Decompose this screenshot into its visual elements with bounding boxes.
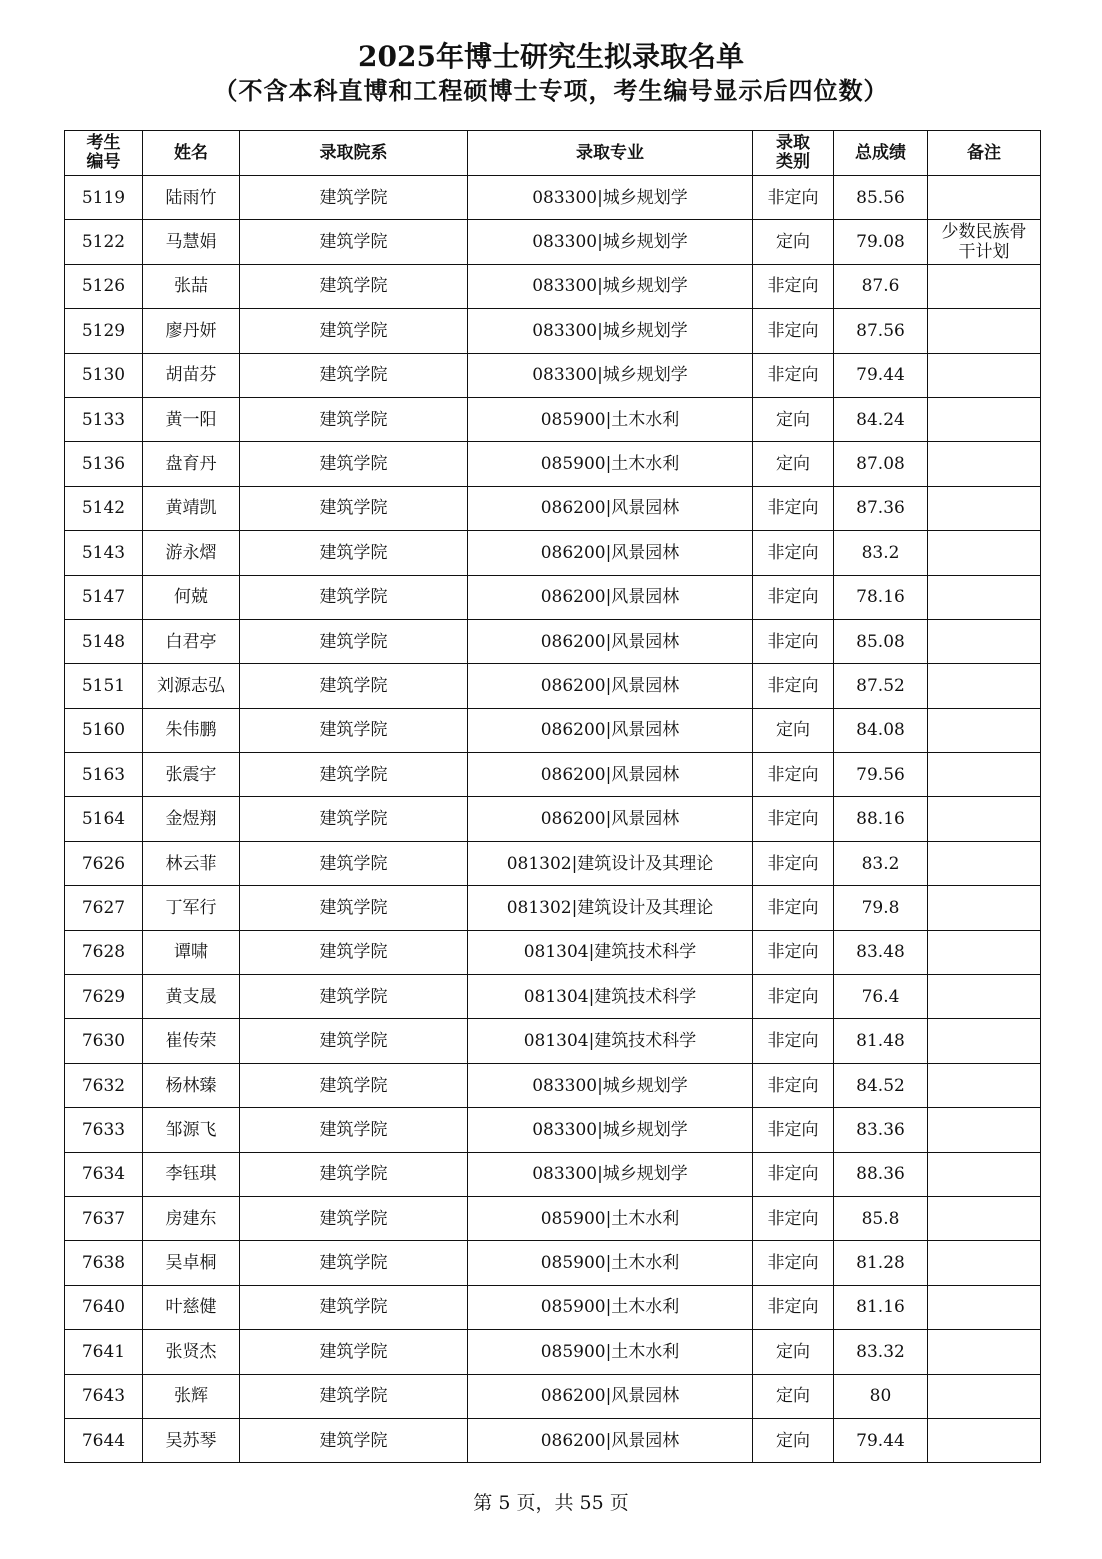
major-cell: 086200|风景园林 <box>468 753 753 797</box>
candidate-id-cell: 7627 <box>65 886 143 930</box>
major-cell: 085900|土木水利 <box>468 1330 753 1374</box>
remarks-cell <box>928 1196 1041 1240</box>
category-cell: 非定向 <box>753 1196 834 1240</box>
candidate-id-cell: 5160 <box>65 708 143 752</box>
header-category: 录取类别 <box>753 131 834 176</box>
candidate-id-cell: 7626 <box>65 841 143 885</box>
table-row <box>65 353 1041 397</box>
table-row <box>65 930 1041 974</box>
department-cell: 建筑学院 <box>240 1285 468 1329</box>
remarks-cell: 少数民族骨干计划 <box>928 220 1041 264</box>
candidate-id-cell: 5130 <box>65 353 143 397</box>
major-cell: 083300|城乡规划学 <box>468 353 753 397</box>
table-row <box>65 309 1041 353</box>
name-cell: 黄靖凯 <box>143 486 240 530</box>
admission-table <box>64 130 1041 1463</box>
table-row <box>65 1285 1041 1329</box>
department-cell: 建筑学院 <box>240 664 468 708</box>
department-cell: 建筑学院 <box>240 841 468 885</box>
total-score-cell: 79.44 <box>834 353 928 397</box>
name-cell: 白君亭 <box>143 619 240 663</box>
major-cell: 085900|土木水利 <box>468 442 753 486</box>
table-row <box>65 1019 1041 1063</box>
total-score-cell: 87.6 <box>834 264 928 308</box>
total-score-cell: 83.36 <box>834 1108 928 1152</box>
total-score-cell: 84.52 <box>834 1063 928 1107</box>
category-cell: 非定向 <box>753 575 834 619</box>
candidate-id-cell: 5122 <box>65 220 143 264</box>
category-cell: 非定向 <box>753 797 834 841</box>
major-cell: 081302|建筑设计及其理论 <box>468 886 753 930</box>
candidate-id-cell: 7640 <box>65 1285 143 1329</box>
category-cell: 定向 <box>753 1374 834 1418</box>
category-cell: 非定向 <box>753 1241 834 1285</box>
candidate-id-cell: 5143 <box>65 531 143 575</box>
candidate-id-cell: 7634 <box>65 1152 143 1196</box>
category-cell: 定向 <box>753 397 834 441</box>
remarks-cell <box>928 575 1041 619</box>
category-cell: 定向 <box>753 220 834 264</box>
table-row <box>65 575 1041 619</box>
header-candidate-id: 考生编号 <box>65 131 143 176</box>
table-row <box>65 619 1041 663</box>
total-score-cell: 81.48 <box>834 1019 928 1063</box>
table-row <box>65 1152 1041 1196</box>
candidate-id-cell: 5126 <box>65 264 143 308</box>
header-major: 录取专业 <box>468 131 753 176</box>
major-cell: 085900|土木水利 <box>468 397 753 441</box>
category-cell: 非定向 <box>753 1019 834 1063</box>
total-score-cell: 79.08 <box>834 220 928 264</box>
table-body <box>65 176 1041 1463</box>
category-cell: 非定向 <box>753 1063 834 1107</box>
name-cell: 黄一阳 <box>143 397 240 441</box>
major-cell: 083300|城乡规划学 <box>468 1108 753 1152</box>
total-score-cell: 87.56 <box>834 309 928 353</box>
remarks-cell <box>928 753 1041 797</box>
remarks-cell <box>928 1285 1041 1329</box>
department-cell: 建筑学院 <box>240 975 468 1019</box>
remarks-cell <box>928 264 1041 308</box>
table-row <box>65 886 1041 930</box>
department-cell: 建筑学院 <box>240 486 468 530</box>
department-cell: 建筑学院 <box>240 575 468 619</box>
name-cell: 谭啸 <box>143 930 240 974</box>
major-cell: 086200|风景园林 <box>468 486 753 530</box>
department-cell: 建筑学院 <box>240 753 468 797</box>
department-cell: 建筑学院 <box>240 1330 468 1374</box>
category-cell: 非定向 <box>753 930 834 974</box>
department-cell: 建筑学院 <box>240 264 468 308</box>
table-row <box>65 975 1041 1019</box>
candidate-id-cell: 7632 <box>65 1063 143 1107</box>
total-score-cell: 79.8 <box>834 886 928 930</box>
remarks-cell <box>928 531 1041 575</box>
total-score-cell: 83.32 <box>834 1330 928 1374</box>
total-score-cell: 88.36 <box>834 1152 928 1196</box>
name-cell: 盘育丹 <box>143 442 240 486</box>
major-cell: 086200|风景园林 <box>468 664 753 708</box>
table-row <box>65 1108 1041 1152</box>
remarks-cell <box>928 930 1041 974</box>
name-cell: 张辉 <box>143 1374 240 1418</box>
total-score-cell: 83.48 <box>834 930 928 974</box>
major-cell: 081302|建筑设计及其理论 <box>468 841 753 885</box>
major-cell: 086200|风景园林 <box>468 797 753 841</box>
candidate-id-cell: 5147 <box>65 575 143 619</box>
category-cell: 非定向 <box>753 176 834 220</box>
candidate-id-cell: 5119 <box>65 176 143 220</box>
department-cell: 建筑学院 <box>240 1152 468 1196</box>
major-cell: 086200|风景园林 <box>468 708 753 752</box>
major-cell: 085900|土木水利 <box>468 1241 753 1285</box>
table-row <box>65 1374 1041 1418</box>
category-cell: 非定向 <box>753 619 834 663</box>
remarks-cell <box>928 176 1041 220</box>
total-score-cell: 79.56 <box>834 753 928 797</box>
table-row <box>65 1418 1041 1462</box>
department-cell: 建筑学院 <box>240 397 468 441</box>
department-cell: 建筑学院 <box>240 619 468 663</box>
candidate-id-cell: 7629 <box>65 975 143 1019</box>
department-cell: 建筑学院 <box>240 1063 468 1107</box>
category-cell: 定向 <box>753 442 834 486</box>
candidate-id-cell: 7637 <box>65 1196 143 1240</box>
total-score-cell: 84.08 <box>834 708 928 752</box>
remarks-cell <box>928 1019 1041 1063</box>
total-score-cell: 87.08 <box>834 442 928 486</box>
category-cell: 定向 <box>753 1418 834 1462</box>
remarks-cell <box>928 442 1041 486</box>
candidate-id-cell: 7628 <box>65 930 143 974</box>
candidate-id-cell: 5136 <box>65 442 143 486</box>
department-cell: 建筑学院 <box>240 930 468 974</box>
total-score-cell: 85.8 <box>834 1196 928 1240</box>
total-score-cell: 87.36 <box>834 486 928 530</box>
table-row <box>65 664 1041 708</box>
major-cell: 086200|风景园林 <box>468 619 753 663</box>
department-cell: 建筑学院 <box>240 442 468 486</box>
total-score-cell: 80 <box>834 1374 928 1418</box>
page-footer: 第 5 页，共 55 页 <box>473 1492 629 1514</box>
table-row <box>65 176 1041 220</box>
name-cell: 丁军行 <box>143 886 240 930</box>
name-cell: 吴卓桐 <box>143 1241 240 1285</box>
remarks-cell <box>928 1374 1041 1418</box>
header-remarks: 备注 <box>928 131 1041 176</box>
table-row <box>65 1196 1041 1240</box>
category-cell: 非定向 <box>753 886 834 930</box>
total-score-cell: 87.52 <box>834 664 928 708</box>
category-cell: 非定向 <box>753 353 834 397</box>
table-row <box>65 397 1041 441</box>
table-header-row <box>65 131 1041 176</box>
header-name: 姓名 <box>143 131 240 176</box>
total-score-cell: 79.44 <box>834 1418 928 1462</box>
department-cell: 建筑学院 <box>240 1241 468 1285</box>
name-cell: 游永熠 <box>143 531 240 575</box>
total-score-cell: 83.2 <box>834 841 928 885</box>
remarks-cell <box>928 797 1041 841</box>
total-score-cell: 83.2 <box>834 531 928 575</box>
remarks-cell <box>928 1152 1041 1196</box>
department-cell: 建筑学院 <box>240 886 468 930</box>
department-cell: 建筑学院 <box>240 1019 468 1063</box>
department-cell: 建筑学院 <box>240 309 468 353</box>
table-row <box>65 1330 1041 1374</box>
remarks-cell <box>928 1108 1041 1152</box>
total-score-cell: 84.24 <box>834 397 928 441</box>
department-cell: 建筑学院 <box>240 1196 468 1240</box>
major-cell: 085900|土木水利 <box>468 1196 753 1240</box>
page-title: 2025年博士研究生拟录取名单 <box>358 40 744 73</box>
total-score-cell: 88.16 <box>834 797 928 841</box>
name-cell: 李钰琪 <box>143 1152 240 1196</box>
name-cell: 杨林臻 <box>143 1063 240 1107</box>
total-score-cell: 76.4 <box>834 975 928 1019</box>
category-cell: 非定向 <box>753 531 834 575</box>
category-cell: 非定向 <box>753 975 834 1019</box>
name-cell: 刘源志弘 <box>143 664 240 708</box>
name-cell: 林云菲 <box>143 841 240 885</box>
major-cell: 083300|城乡规划学 <box>468 176 753 220</box>
department-cell: 建筑学院 <box>240 1108 468 1152</box>
table-row <box>65 486 1041 530</box>
remarks-cell <box>928 486 1041 530</box>
name-cell: 胡苗芬 <box>143 353 240 397</box>
category-cell: 非定向 <box>753 1152 834 1196</box>
name-cell: 邹源飞 <box>143 1108 240 1152</box>
category-cell: 定向 <box>753 708 834 752</box>
remarks-cell <box>928 353 1041 397</box>
category-cell: 非定向 <box>753 841 834 885</box>
name-cell: 陆雨竹 <box>143 176 240 220</box>
department-cell: 建筑学院 <box>240 1374 468 1418</box>
header-total-score: 总成绩 <box>834 131 928 176</box>
remarks-cell <box>928 664 1041 708</box>
major-cell: 086200|风景园林 <box>468 1374 753 1418</box>
name-cell: 朱伟鹏 <box>143 708 240 752</box>
category-cell: 非定向 <box>753 309 834 353</box>
name-cell: 张贤杰 <box>143 1330 240 1374</box>
table-row <box>65 708 1041 752</box>
category-cell: 非定向 <box>753 486 834 530</box>
name-cell: 马慧娟 <box>143 220 240 264</box>
major-cell: 083300|城乡规划学 <box>468 1152 753 1196</box>
major-cell: 083300|城乡规划学 <box>468 220 753 264</box>
department-cell: 建筑学院 <box>240 176 468 220</box>
name-cell: 房建东 <box>143 1196 240 1240</box>
candidate-id-cell: 5148 <box>65 619 143 663</box>
category-cell: 非定向 <box>753 753 834 797</box>
total-score-cell: 85.08 <box>834 619 928 663</box>
candidate-id-cell: 5163 <box>65 753 143 797</box>
category-cell: 非定向 <box>753 1285 834 1329</box>
page-subtitle: （不含本科直博和工程硕博士专项，考生编号显示后四位数） <box>213 76 889 105</box>
name-cell: 廖丹妍 <box>143 309 240 353</box>
table-row <box>65 1063 1041 1107</box>
name-cell: 崔传荣 <box>143 1019 240 1063</box>
table-row <box>65 442 1041 486</box>
table-row <box>65 1241 1041 1285</box>
major-cell: 083300|城乡规划学 <box>468 264 753 308</box>
candidate-id-cell: 5151 <box>65 664 143 708</box>
name-cell: 金煜翔 <box>143 797 240 841</box>
major-cell: 081304|建筑技术科学 <box>468 930 753 974</box>
category-cell: 非定向 <box>753 1108 834 1152</box>
header-department: 录取院系 <box>240 131 468 176</box>
table-row <box>65 531 1041 575</box>
name-cell: 黄支晟 <box>143 975 240 1019</box>
name-cell: 何兢 <box>143 575 240 619</box>
candidate-id-cell: 7641 <box>65 1330 143 1374</box>
major-cell: 081304|建筑技术科学 <box>468 975 753 1019</box>
name-cell: 张震宇 <box>143 753 240 797</box>
major-cell: 083300|城乡规划学 <box>468 1063 753 1107</box>
candidate-id-cell: 7633 <box>65 1108 143 1152</box>
table-row <box>65 797 1041 841</box>
category-cell: 非定向 <box>753 664 834 708</box>
major-cell: 086200|风景园林 <box>468 531 753 575</box>
department-cell: 建筑学院 <box>240 708 468 752</box>
category-cell: 非定向 <box>753 264 834 308</box>
total-score-cell: 78.16 <box>834 575 928 619</box>
table-row <box>65 841 1041 885</box>
candidate-id-cell: 5133 <box>65 397 143 441</box>
remarks-cell <box>928 397 1041 441</box>
candidate-id-cell: 5164 <box>65 797 143 841</box>
total-score-cell: 85.56 <box>834 176 928 220</box>
candidate-id-cell: 7638 <box>65 1241 143 1285</box>
department-cell: 建筑学院 <box>240 531 468 575</box>
name-cell: 张喆 <box>143 264 240 308</box>
remarks-cell <box>928 619 1041 663</box>
remarks-cell <box>928 1418 1041 1462</box>
remarks-cell <box>928 886 1041 930</box>
name-cell: 吴苏琴 <box>143 1418 240 1462</box>
table-row <box>65 753 1041 797</box>
remarks-cell <box>928 1330 1041 1374</box>
total-score-cell: 81.16 <box>834 1285 928 1329</box>
candidate-id-cell: 7630 <box>65 1019 143 1063</box>
department-cell: 建筑学院 <box>240 1418 468 1462</box>
department-cell: 建筑学院 <box>240 220 468 264</box>
major-cell: 086200|风景园林 <box>468 575 753 619</box>
department-cell: 建筑学院 <box>240 353 468 397</box>
major-cell: 085900|土木水利 <box>468 1285 753 1329</box>
department-cell: 建筑学院 <box>240 797 468 841</box>
remarks-cell <box>928 309 1041 353</box>
remarks-cell <box>928 1241 1041 1285</box>
category-cell: 定向 <box>753 1330 834 1374</box>
candidate-id-cell: 7643 <box>65 1374 143 1418</box>
table-row <box>65 264 1041 308</box>
total-score-cell: 81.28 <box>834 1241 928 1285</box>
remarks-cell <box>928 708 1041 752</box>
table-row <box>65 220 1041 264</box>
major-cell: 083300|城乡规划学 <box>468 309 753 353</box>
candidate-id-cell: 5129 <box>65 309 143 353</box>
candidate-id-cell: 7644 <box>65 1418 143 1462</box>
remarks-cell <box>928 841 1041 885</box>
remarks-cell <box>928 1063 1041 1107</box>
major-cell: 081304|建筑技术科学 <box>468 1019 753 1063</box>
candidate-id-cell: 5142 <box>65 486 143 530</box>
major-cell: 086200|风景园林 <box>468 1418 753 1462</box>
name-cell: 叶慈健 <box>143 1285 240 1329</box>
remarks-cell <box>928 975 1041 1019</box>
